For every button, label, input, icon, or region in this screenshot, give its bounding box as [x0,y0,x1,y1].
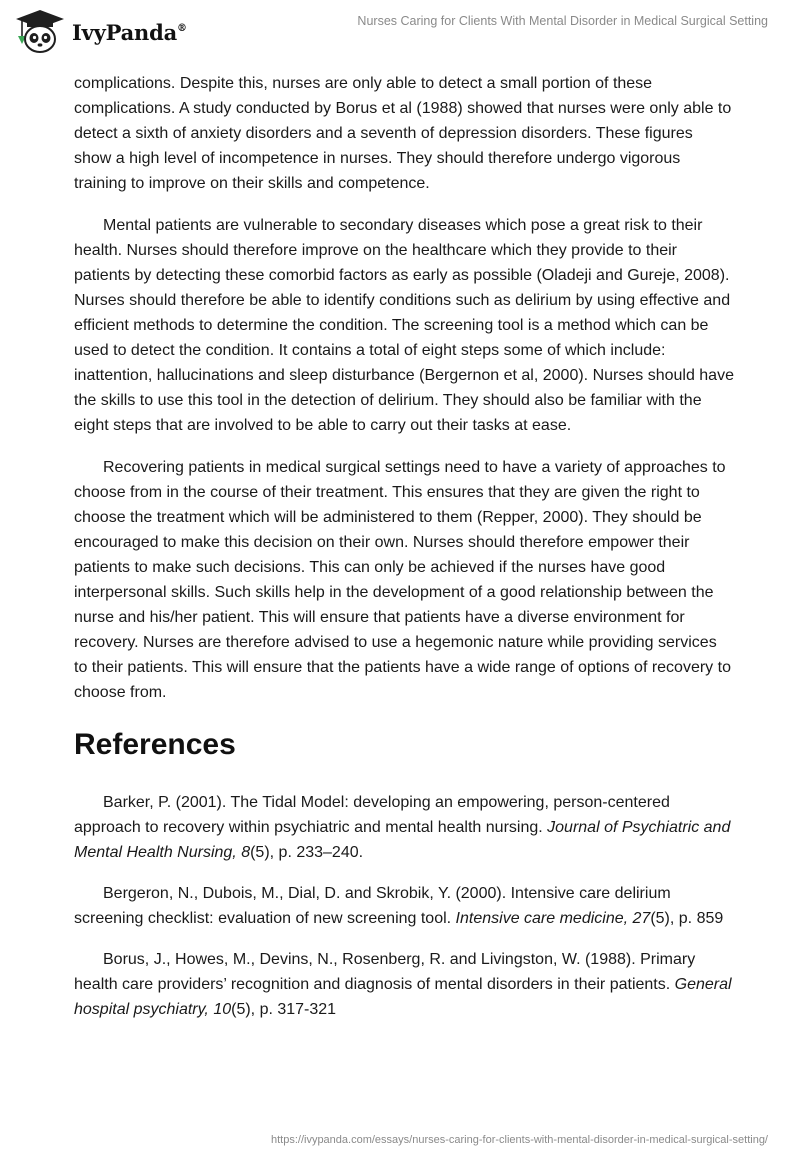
brand-name: IvyPanda® [72,19,187,45]
paragraph: Recovering patients in medical surgical settings need to have a variety of approaches to choose from in the course of their treatment. This ensures that they are given the right to choose the treatment which will be administered to them (Repper, 2000). They should be encouraged to make this decision on their own. Nurses should therefore empower their patients to make such decisions. This can only be achieved if the nurses have good interpersonal skills. Such skills help in the development of a good relationship between the nurse and his/her patient. This will ensure that patients have a diverse environment for recovery. Nurses are therefore advised to use a hegemonic nature while providing services to their patients. This will ensure that the patients have a wide range of options of recovery to choose from. [74,459,731,701]
essay-content [74,71,734,1038]
document-title: Nurses Caring for Clients With Mental Disorder in Medical Surgical Setting [357,14,768,28]
logo[interactable] [12,8,187,56]
reference-item: Barker, P. (2001). The Tidal Model: developing an empowering, person-centered approach to recovery within psychiatric and mental health nursing. Journal of Psychiatric and Mental Health Nursing, 8(5), p. 233–240. [74,794,731,861]
references-heading: References [74,728,236,761]
reference-item: Bergeron, N., Dubois, M., Dial, D. and Skrobik, Y. (2000). Intensive care delirium screening checklist: evaluation of new screening tool. Intensive care medicine, 27(5), p. 859 [74,885,724,927]
panda-graduate-icon [12,8,68,56]
page-header [0,0,800,70]
source-url[interactable]: https://ivypanda.com/essays/nurses-caring-for-clients-with-mental-disorder-in-medical-surgical-setting/ [270,1134,768,1146]
reference-item: Borus, J., Howes, M., Devins, N., Rosenberg, R. and Livingston, W. (1988). Primary health care providers’ recognition and diagnosis of mental disorders in their patients. General hospital psychiatry, 10(5), p. 317-321 [74,951,732,1018]
paragraph: Mental patients are vulnerable to secondary diseases which pose a great risk to their health. Nurses should therefore improve on the healthcare which they provide to their patients by detecting these comorbid factors as early as possible (Oladeji and Gureje, 2008). Nurses should therefore be able to identify conditions such as delirium by using effective and efficient methods to determine the condition. The screening tool is a method which can be used to detect the condition. It contains a total of eight steps some of which include: inattention, hallucinations and sleep disturbance (Bergernon et al, 2000). Nurses should have the skills to use this tool in the detection of delirium. They should also be familiar with the eight steps that are involved to be able to carry out their tasks at ease. [74,217,734,434]
paragraph: complications. Despite this, nurses are only able to detect a small portion of these complications. A study conducted by Borus et al (1988) showed that nurses were only able to detect a sixth of anxiety disorders and a seventh of depression disorders. These figures show a high level of incompetence in nurses. They should therefore undergo vigorous training to improve on their skills and competence. [74,75,732,192]
